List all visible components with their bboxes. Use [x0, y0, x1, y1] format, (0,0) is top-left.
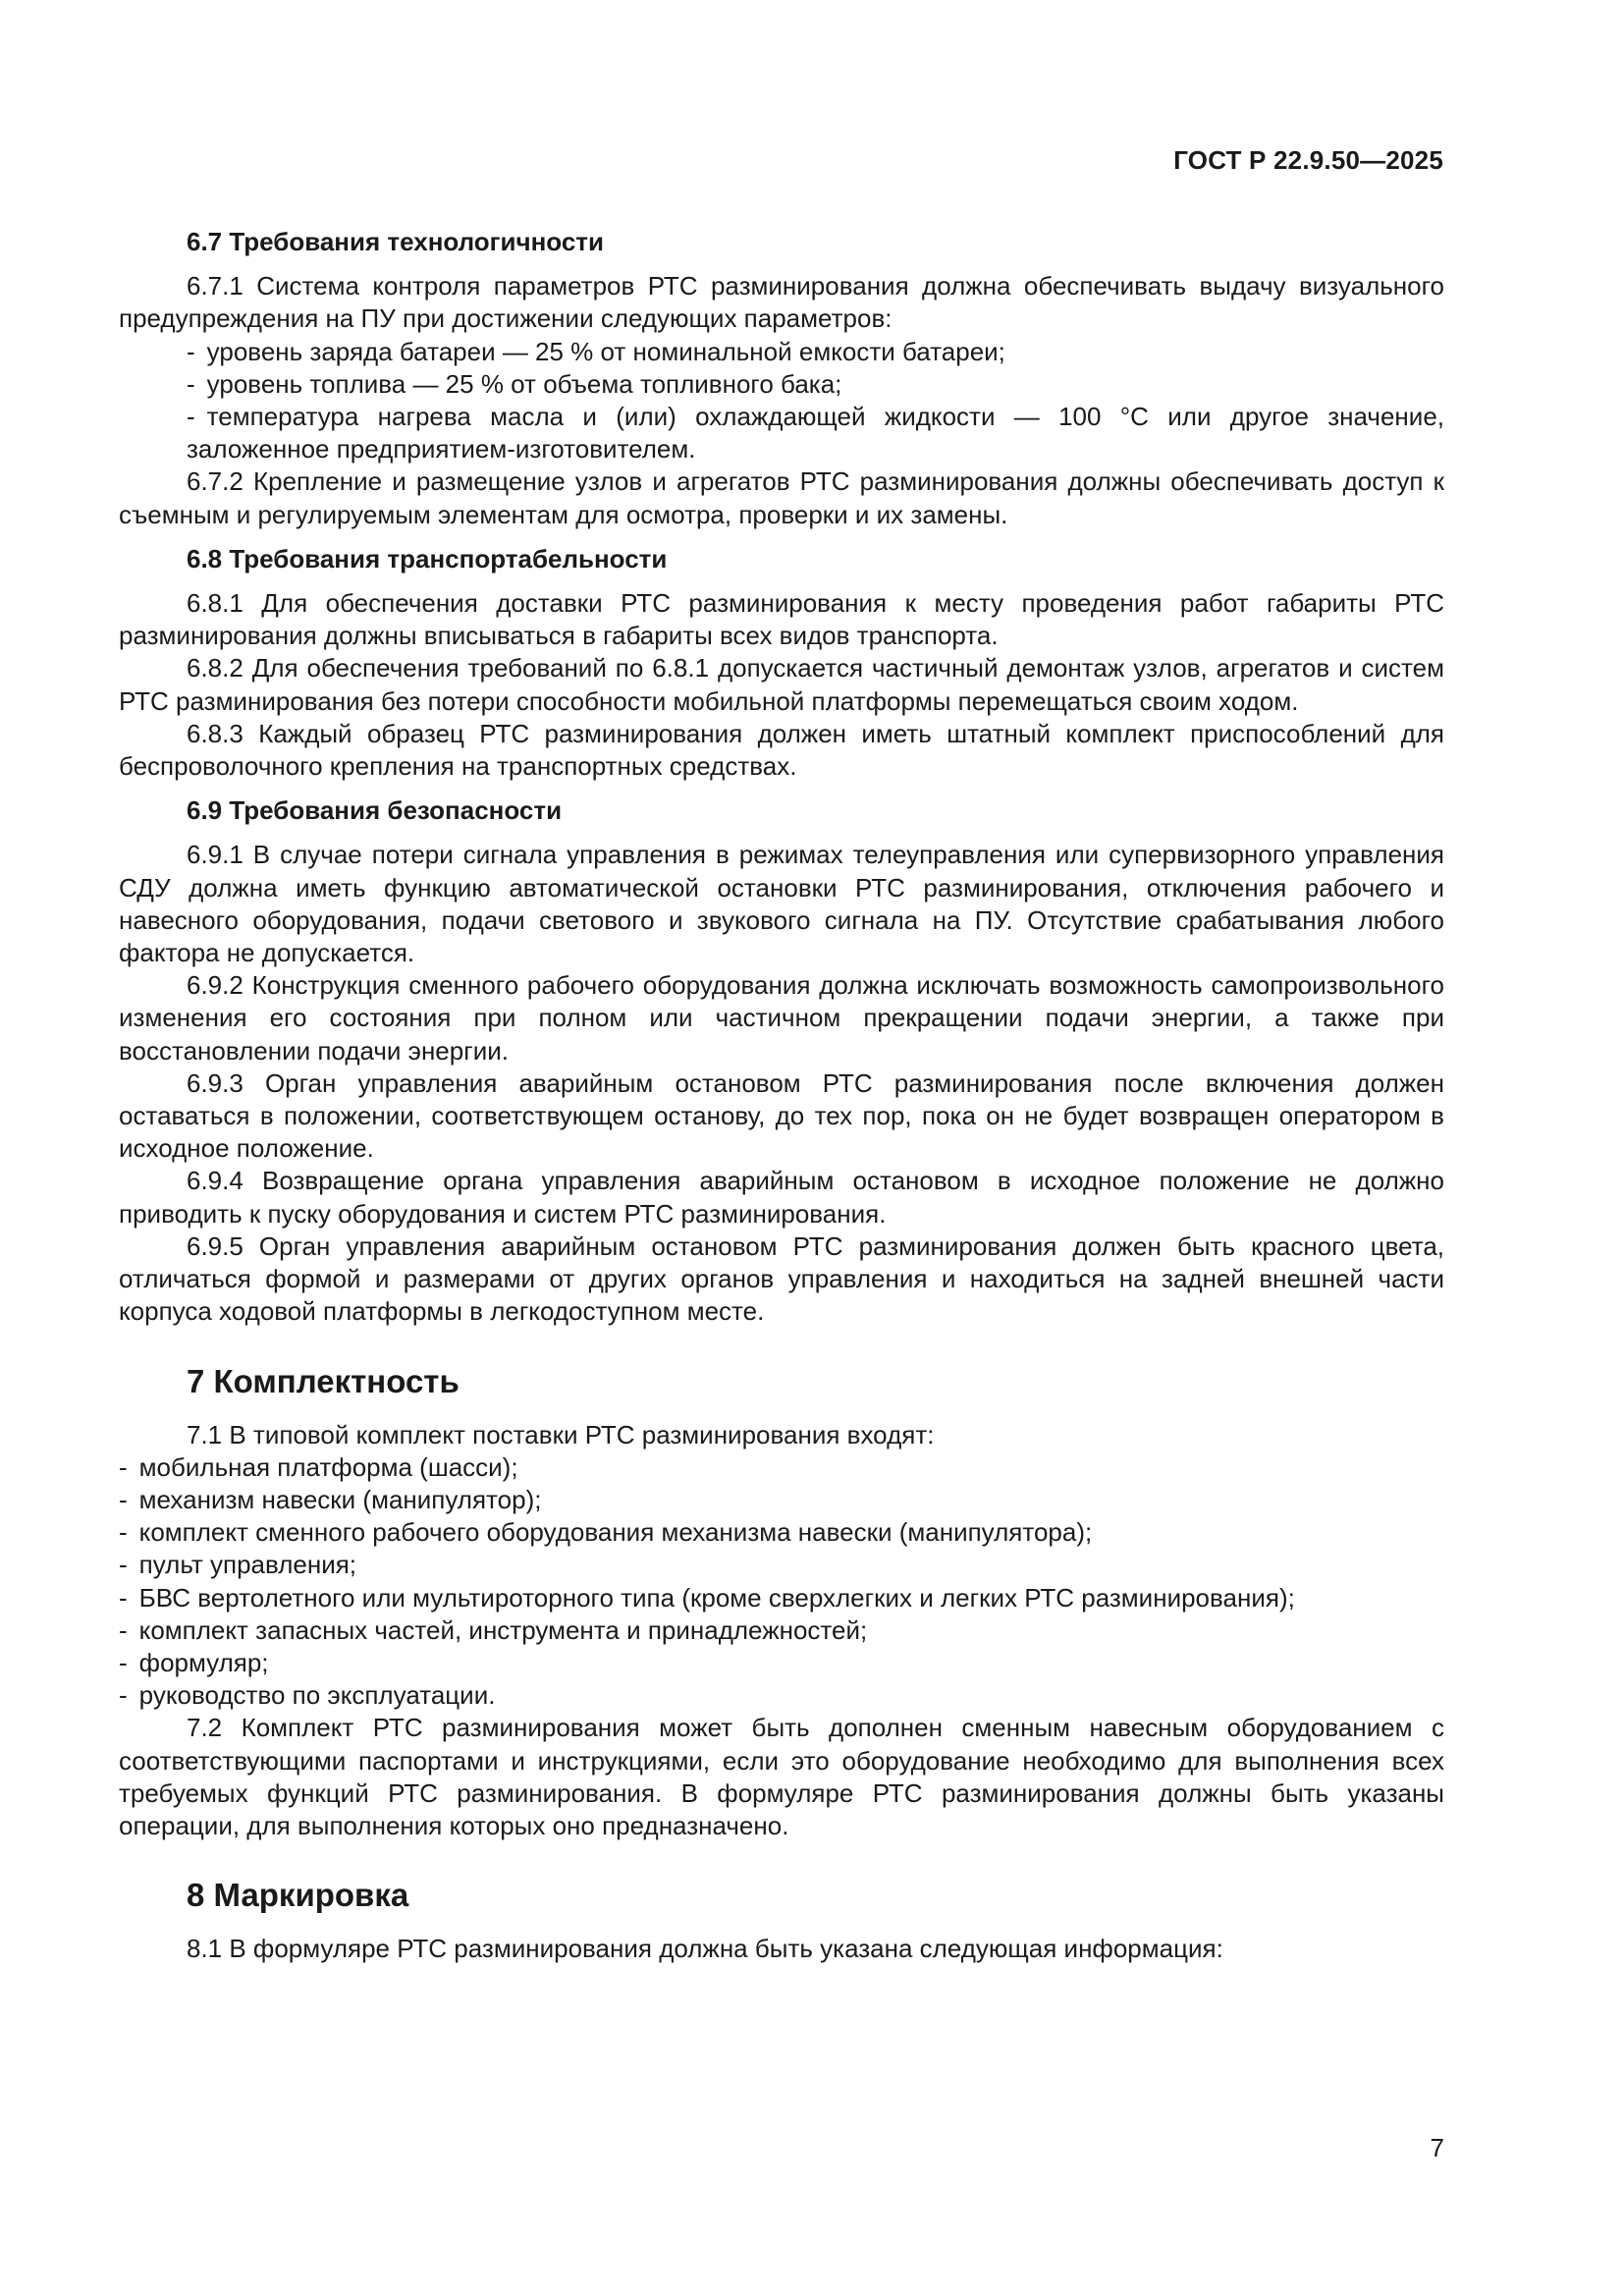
dash-marker: - [187, 368, 195, 399]
list-item [119, 1679, 1444, 1712]
paragraph-6-9-1: 6.9.1 В случае потери сигнала управления в режимах телеуправления или супервизорного управления СДУ должна иметь функцию автоматической остановки РТС разминирования, отключения рабочего и навесного оборудования, подачи светового и звукового сигнала на ПУ. Отсутствие срабатывания любого фактора не допускается. [119, 840, 1444, 968]
dash-marker: - [119, 1582, 128, 1613]
dash-marker: - [119, 1484, 128, 1514]
paragraph-8-1: 8.1 В формуляре РТС разминирования должна быть указана следующая информация: [187, 1934, 1223, 1964]
paragraph-6-9-2: 6.9.2 Конструкция сменного рабочего оборудования должна исключать возможность самопроизвольного изменения его состояния при полном или частичном прекращении подачи энергии, а также при восстановлении подачи энергии. [119, 970, 1444, 1066]
dash-marker: - [119, 1647, 128, 1677]
dash-marker: - [187, 402, 195, 432]
subsection-heading-6-7: 6.7 Требования технологичности [187, 227, 605, 256]
paragraph-6-9-3: 6.9.3 Орган управления аварийным остановом РТС разминирования после включения должен оставаться в положении, соответствующем останову, до тех пор, пока он не будет возвращен оператором в исходное положение. [119, 1067, 1444, 1164]
list-item [119, 368, 1444, 401]
list-item-text: уровень топлива — 25 % от объема топливного бака; [206, 368, 842, 399]
paragraph-6-8-3: 6.8.3 Каждый образец РТС разминирования должен иметь штатный комплект приспособлений для беспроволочного крепления на транспортных средствах. [119, 718, 1444, 782]
dash-marker: - [119, 1517, 128, 1548]
paragraph-7-2: 7.2 Комплект РТС разминирования может быть дополнен сменным навесным оборудованием с соответствующими паспортами и инструкциями, если это оборудование необходимо для выполнения всех требуемых функций РТС разминирования. В формуляре РТС разминирования должны быть указаны операции, для выполнения которых оно предназначено. [119, 1713, 1444, 1840]
list-item-text: мобильная платформа (шасси); [138, 1451, 518, 1482]
dash-marker: - [119, 1550, 128, 1580]
list-item-text: температура нагрева масла и (или) охлаждающей жидкости — 100 °С или другое значение, заложенное предприятием-изготовителем. [187, 402, 1444, 465]
page-number: 7 [1430, 2133, 1444, 2162]
subsection-heading-6-8: 6.8 Требования транспортабельности [187, 543, 668, 574]
paragraph-6-7-1: 6.7.1 Система контроля параметров РТС разминирования должна обеспечивать выдачу визуального предупреждения на ПУ при достижении следующих параметров: [119, 271, 1444, 334]
list-item [119, 1614, 1444, 1647]
paragraph-6-9-4: 6.9.4 Возвращение органа управления аварийным остановом в исходное положение не должно приводить к пуску оборудования и систем РТС разминирования. [119, 1166, 1444, 1229]
paragraph-6-9-5: 6.9.5 Орган управления аварийным остановом РТС разминирования должен быть красного цвета, отличаться формой и размерами от других органов управления и находиться на задней внешней части корпуса ходовой платформы в легкодоступном месте. [119, 1230, 1444, 1327]
list-item [119, 336, 1444, 368]
list-item [119, 1647, 1444, 1679]
paragraph-7-1: 7.1 В типовой комплект поставки РТС разминирования входят: [187, 1419, 935, 1449]
section-heading-7: 7 Комплектность [187, 1362, 460, 1399]
paragraph-6-7-2: 6.7.2 Крепление и размещение узлов и агрегатов РТС разминирования должны обеспечивать доступ к съемным и регулируемым элементам для осмотра, проверки и их замены. [119, 466, 1444, 529]
list-item [119, 1516, 1444, 1549]
dash-marker: - [119, 1451, 128, 1482]
list-item-text: БВС вертолетного или мультироторного типа (кроме сверхлегких и легких РТС разминирования); [138, 1582, 1295, 1613]
list-item [119, 1484, 1444, 1516]
list-item-text: уровень заряда батареи — 25 % от номинальной емкости батареи; [206, 336, 1005, 366]
list-item-text: формуляр; [138, 1647, 269, 1677]
document-body [119, 220, 1444, 1965]
list-item-text: механизм навески (манипулятор); [138, 1484, 542, 1514]
dash-marker: - [119, 1614, 128, 1645]
document-code: ГОСТ Р 22.9.50—2025 [1173, 145, 1443, 175]
list-item-text: комплект запасных частей, инструмента и принадлежностей; [138, 1614, 868, 1645]
list-item-text: пульт управления; [138, 1550, 357, 1580]
section-heading-8: 8 Маркировка [187, 1877, 409, 1914]
list-item [119, 1451, 1444, 1484]
list-item-text: руководство по эксплуатации. [138, 1680, 496, 1711]
dash-marker: - [119, 1680, 128, 1711]
list-item [119, 401, 1444, 465]
list-item [119, 1549, 1444, 1581]
list-item-text: комплект сменного рабочего оборудования механизма навески (манипулятора); [138, 1517, 1093, 1548]
paragraph-6-8-1: 6.8.1 Для обеспечения доставки РТС разминирования к месту проведения работ габариты РТС разминирования должны вписываться в габариты всех видов транспорта. [119, 588, 1444, 651]
list-item [119, 1582, 1444, 1614]
paragraph-6-8-2: 6.8.2 Для обеспечения требований по 6.8.1 допускается частичный демонтаж узлов, агрегатов и систем РТС разминирования без потери способности мобильной платформы перемещаться своим ходом. [119, 653, 1444, 716]
subsection-heading-6-9: 6.9 Требования безопасности [187, 795, 563, 826]
dash-marker: - [187, 336, 195, 366]
